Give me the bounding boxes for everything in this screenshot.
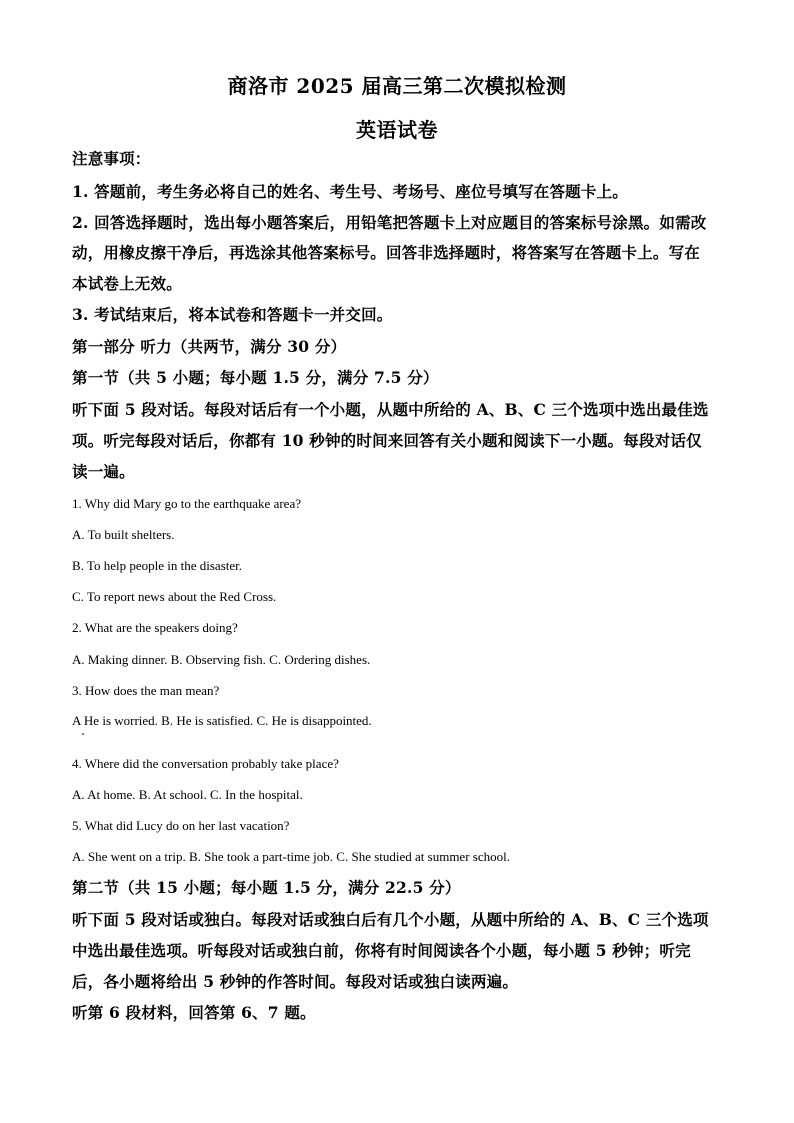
question-5-options: A. She went on a trip. B. She took a part-time job. C. She studied at summer school. <box>72 849 510 864</box>
question-2: 2. What are the speakers doing? <box>72 620 238 635</box>
section2-instructions-line-3: 后，各小题将给出 5 秒钟的作答时间。每段对话或独白读两遍。 <box>72 972 519 991</box>
section1-instructions-line-3: 读一遍。 <box>72 462 135 481</box>
section2-heading: 第二节（共 15 小题；每小题 1.5 分，满分 22.5 分） <box>72 878 461 897</box>
question-2-options: A. Making dinner. B. Observing fish. C. Ordering dishes. <box>72 652 371 667</box>
question-3-options: A He is worried. B. He is satisfied. C. He is disappointed. <box>72 713 372 728</box>
notice-item-2-line-1: 2. 回答选择题时，选出每小题答案后，用铅笔把答题卡上对应题目的答案标号涂黑。如需改 <box>72 213 707 232</box>
section2-instructions-line-2: 中选出最佳选项。听每段对话或独白前，你将有时间阅读各个小题，每小题 5 秒钟；听完 <box>72 941 691 960</box>
notice-item-2-line-2: 动，用橡皮擦干净后，再选涂其他答案标号。回答非选择题时，将答案写在答题卡上。写在 <box>72 243 701 262</box>
section1-heading: 第一节（共 5 小题；每小题 1.5 分，满分 7.5 分） <box>72 368 439 387</box>
question-1: 1. Why did Mary go to the earthquake area? <box>72 496 301 511</box>
notice-heading: 注意事项： <box>72 149 151 168</box>
question-1-option-a: A. To built shelters. <box>72 527 175 542</box>
section1-instructions-line-1: 听下面 5 段对话。每段对话后有一个小题，从题中所给的 A、B、C 三个选项中选出最佳选 <box>72 400 709 419</box>
notice-item-3: 3. 考试结束后，将本试卷和答题卡一并交回。 <box>72 305 393 324</box>
material-6-instruction: 听第 6 段材料，回答第 6、7 题。 <box>72 1003 316 1022</box>
question-5: 5. What did Lucy do on her last vacation? <box>72 818 290 833</box>
section1-instructions-line-2: 项。听完每段对话后，你都有 10 秒钟的时间来回答有关小题和阅读下一小题。每段对话仅 <box>72 431 702 450</box>
notice-item-2-line-3: 本试卷上无效。 <box>72 274 182 293</box>
question-3: 3. How does the man mean? <box>72 683 220 698</box>
section2-instructions-line-1: 听下面 5 段对话或独白。每段对话或独白后有几个小题，从题中所给的 A、B、C 三个选项 <box>72 910 709 929</box>
question-1-option-b: B. To help people in the disaster. <box>72 558 242 573</box>
page-title: 商洛市 2025 届高三第二次模拟检测 <box>227 74 567 98</box>
question-4: 4. Where did the conversation probably take place? <box>72 756 339 771</box>
question-1-option-c: C. To report news about the Red Cross. <box>72 589 277 604</box>
notice-item-1: 1. 答题前，考生务必将自己的姓名、考生号、考场号、座位号填写在答题卡上。 <box>72 182 628 201</box>
question-4-options: A. At home. B. At school. C. In the hospital. <box>72 787 303 802</box>
stray-dot <box>82 733 84 735</box>
part1-heading: 第一部分 听力（共两节，满分 30 分） <box>72 337 347 356</box>
page-subtitle: 英语试卷 <box>356 118 438 142</box>
